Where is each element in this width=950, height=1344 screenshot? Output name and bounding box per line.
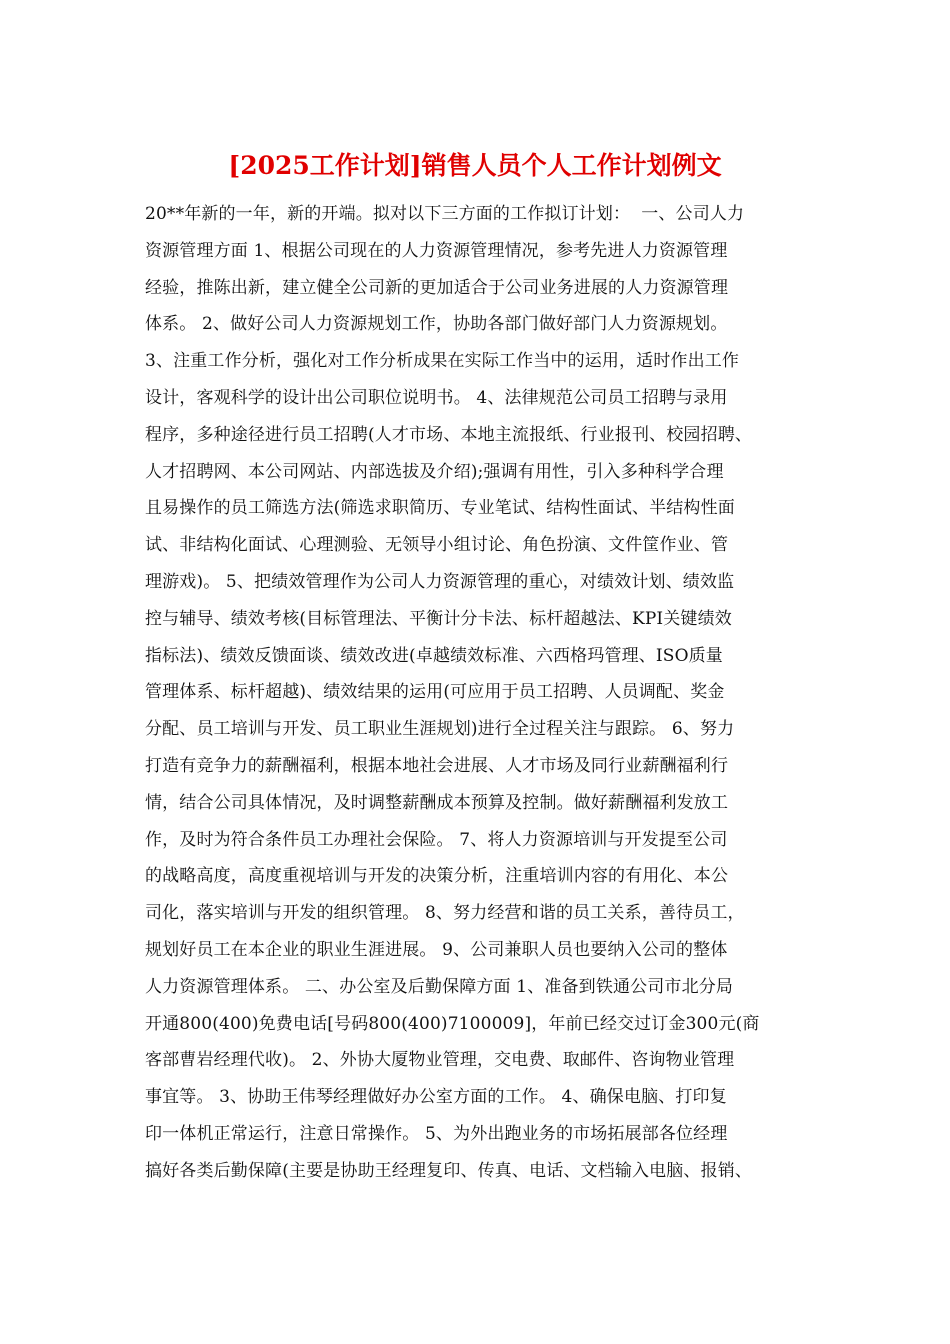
body-text-line: 开通800(400)免费电话[号码800(400)7100009]，年前已经交过订金300元(商: [145, 1013, 760, 1034]
body-text-line: 印一体机正常运行，注意日常操作。 5、为外出跑业务的市场拓展部各位经理: [145, 1123, 728, 1144]
body-text-line: 且易操作的员工筛选方法(筛选求职简历、专业笔试、结构性面试、半结构性面: [145, 498, 735, 519]
body-text-line: 事宜等。 3、协助王伟琴经理做好办公室方面的工作。 4、确保电脑、打印复: [145, 1087, 727, 1108]
body-text-line: 规划好员工在本企业的职业生涯进展。 9、公司兼职人员也要纳入公司的整体: [145, 939, 728, 960]
body-text-line: 的战略高度，高度重视培训与开发的决策分析，注重培训内容的有用化、本公: [145, 866, 729, 887]
body-text-line: 程序，多种途径进行员工招聘(人才市场、本地主流报纸、行业报刊、校园招聘、: [145, 424, 753, 445]
body-text-line: 打造有竞争力的薪酬福利，根据本地社会进展、人才市场及同行业薪酬福利行: [145, 755, 729, 776]
document-title: [2025工作计划]销售人员个人工作计划例文: [228, 151, 722, 180]
body-text-line: 情，结合公司具体情况，及时调整薪酬成本预算及控制。做好薪酬福利发放工: [145, 792, 729, 813]
body-text-line: 分配、员工培训与开发、员工职业生涯规划)进行全过程关注与跟踪。 6、努力: [145, 719, 735, 740]
body-text-line: 试、非结构化面试、心理测验、无领导小组讨论、角色扮演、文件筐作业、管: [145, 535, 729, 556]
body-text-line: 人才招聘网、本公司网站、内部选拔及介绍);强调有用性，引入多种科学合理: [145, 461, 724, 482]
body-text-line: 经验，推陈出新，建立健全公司新的更加适合于公司业务进展的人力资源管理: [145, 277, 729, 298]
body-text-line: 指标法)、绩效反馈面谈、绩效改进(卓越绩效标准、六西格玛管理、ISO质量: [145, 645, 723, 666]
body-text-line: 管理体系、标杆超越)、绩效结果的运用(可应用于员工招聘、人员调配、奖金: [145, 682, 725, 703]
document-body: [145, 196, 825, 1190]
body-text-line: 司化，落实培训与开发的组织管理。 8、努力经营和谐的员工关系，善待员工，: [145, 903, 745, 924]
body-text-line: 搞好各类后勤保障(主要是协助王经理复印、传真、电话、文档输入电脑、报销、: [145, 1160, 753, 1181]
body-text-line: 客部曹岩经理代收)。 2、外协大厦物业管理，交电费、取邮件、咨询物业管理: [145, 1050, 735, 1071]
body-text-line: 20**年新的一年，新的开端。拟对以下三方面的工作拟订计划： 一、公司人力: [145, 204, 745, 224]
body-text-line: 控与辅导、绩效考核(目标管理法、平衡计分卡法、标杆超越法、KPI关键绩效: [145, 608, 732, 629]
body-text-line: 作，及时为符合条件员工办理社会保险。 7、将人力资源培训与开发提至公司: [145, 829, 728, 850]
body-text-line: 3、注重工作分析，强化对工作分析成果在实际工作当中的运用，适时作出工作: [145, 351, 740, 372]
body-text-line: 资源管理方面 1、根据公司现在的人力资源管理情况，参考先进人力资源管理: [145, 240, 728, 261]
body-text-line: 人力资源管理体系。 二、办公室及后勤保障方面 1、准备到铁通公司市北分局: [145, 976, 734, 997]
body-text-line: 设计，客观科学的设计出公司职位说明书。 4、法律规范公司员工招聘与录用: [145, 387, 728, 408]
body-text-line: 体系。 2、做好公司人力资源规划工作，协助各部门做好部门人力资源规划。: [145, 314, 728, 335]
body-text-line: 理游戏)。 5、把绩效管理作为公司人力资源管理的重心，对绩效计划、绩效监: [145, 571, 735, 592]
